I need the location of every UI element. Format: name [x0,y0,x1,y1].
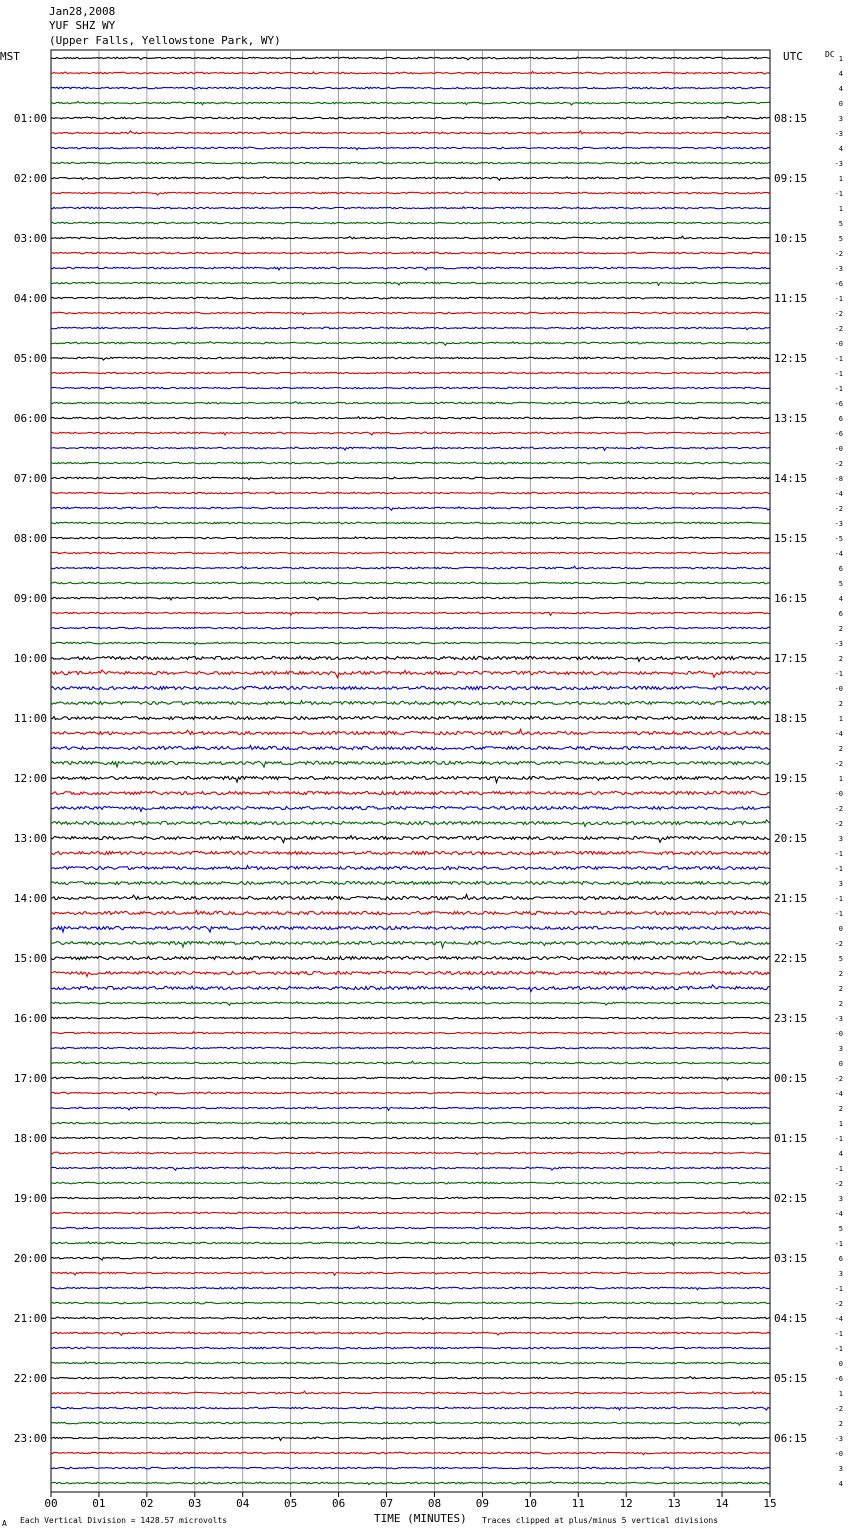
dc-offset-label: -3 [834,265,843,273]
seismic-trace [51,222,770,224]
dc-offset-label: 4 [838,85,843,93]
dc-offset-label: -2 [834,310,843,318]
seismic-trace [51,102,770,106]
seismic-trace [51,656,770,661]
dc-offset-label: -1 [834,355,843,363]
dc-offset-label: -2 [834,250,843,258]
dc-offset-label: -1 [834,295,843,303]
scale-note: Each Vertical Division = 1428.57 microvolts [20,1516,228,1525]
seismic-trace [51,1452,770,1455]
seismic-trace [51,1107,770,1110]
seismic-trace [51,716,770,719]
seismic-trace [51,642,770,645]
seismic-trace [51,1137,770,1139]
seismic-trace [51,956,770,959]
seismic-trace [51,537,770,539]
dc-offset-label: 3 [838,880,843,888]
seismic-trace [51,1197,770,1199]
utc-hour-label: 17:15 [774,652,808,665]
seismic-trace [51,911,770,915]
seismic-trace [51,1272,770,1275]
x-tick-label: 07 [379,1497,394,1510]
seismic-trace [51,1407,770,1410]
utc-hour-label: 04:15 [774,1312,808,1325]
dc-offset-label: 3 [838,1195,843,1203]
seismic-trace [51,327,770,330]
seismic-trace [51,1422,770,1425]
dc-offset-label: 3 [838,115,843,123]
dc-offset-label: 1 [838,775,843,783]
dc-offset-label: -1 [834,910,843,918]
dc-offset-label: 0 [838,1060,843,1068]
dc-offset-label: -4 [834,1210,843,1218]
dc-offset-label: -2 [834,1075,843,1083]
dc-offset-label: -2 [834,820,843,828]
dc-offset-label: 3 [838,1465,843,1473]
seismic-trace [51,1212,770,1214]
dc-offset-label: 1 [838,1390,843,1398]
seismic-trace [51,971,770,976]
seismic-trace [51,1302,770,1304]
seismic-trace [51,701,770,705]
dc-offset-label: 6 [838,415,843,423]
utc-hour-label: 06:15 [774,1432,808,1445]
seismic-trace [51,297,770,299]
utc-hour-label: 22:15 [774,952,808,965]
dc-offset-label: -1 [834,1240,843,1248]
dc-offset-label: -8 [834,475,843,483]
dc-offset-label: -3 [834,520,843,528]
utc-hour-label: 09:15 [774,172,808,185]
dc-offset-label: -1 [834,370,843,378]
dc-offset-label: -0 [834,1450,843,1458]
seismic-trace [51,597,770,600]
utc-hour-label: 13:15 [774,412,808,425]
seismic-trace [51,1482,770,1485]
chart-station: YUF SHZ WY [49,19,116,32]
dc-offset-label: -3 [834,1435,843,1443]
dc-offset-label: -1 [834,1135,843,1143]
seismic-trace [51,776,770,782]
seismic-trace [51,1437,770,1440]
utc-hour-label: 01:15 [774,1132,808,1145]
utc-hour-label: 14:15 [774,472,808,485]
utc-hour-label: 08:15 [774,112,808,125]
mst-hour-label: 14:00 [13,892,47,905]
mst-hour-label: 17:00 [13,1072,47,1085]
seismic-trace [51,1257,770,1260]
seismic-trace [51,1332,770,1336]
utc-hour-label: 12:15 [774,352,808,365]
mst-hour-label: 11:00 [13,712,47,725]
seismic-trace [51,582,770,584]
dc-offset-label: -0 [834,340,843,348]
seismic-trace [51,1347,770,1349]
seismic-trace [51,894,770,899]
corner-mark: A [2,1519,7,1528]
mst-hour-label: 13:00 [13,832,47,845]
chart-location: (Upper Falls, Yellowstone Park, WY) [49,34,281,47]
mst-hour-label: 19:00 [13,1192,47,1205]
dc-offset-label: -1 [834,1285,843,1293]
seismic-trace [51,87,770,89]
x-tick-label: 01 [92,1497,106,1510]
dc-offset-label: -1 [834,865,843,873]
dc-offset-label: 1 [838,205,843,213]
utc-hour-label: 19:15 [774,772,808,785]
dc-offset-label: -4 [834,1315,843,1323]
seismic-trace [51,522,770,524]
dc-offset-label: -2 [834,325,843,333]
x-tick-label: 12 [619,1497,633,1510]
seismic-trace [51,836,770,843]
x-tick-label: 11 [571,1497,585,1510]
dc-offset-label: -1 [834,895,843,903]
seismic-trace [51,941,770,947]
seismic-trace [51,686,770,689]
dc-offset-label: 2 [838,625,843,633]
dc-offset-label: 2 [838,745,843,753]
dc-offset-label: 3 [838,1270,843,1278]
dc-offset-label: 5 [838,955,843,963]
seismic-trace [51,71,770,73]
x-tick-label: 08 [427,1497,442,1510]
seismic-trace [51,492,770,495]
dc-offset-label: 5 [838,235,843,243]
dc-offset-label: -1 [834,1165,843,1173]
seismic-trace [51,432,770,435]
seismic-trace [51,147,770,150]
utc-hour-label: 10:15 [774,232,808,245]
dc-offset-label: 5 [838,580,843,588]
mst-hour-label: 07:00 [13,472,47,485]
dc-offset-label: 2 [838,970,843,978]
dc-offset-label: 6 [838,1255,843,1263]
seismic-trace [51,1287,770,1290]
utc-hour-label: 15:15 [774,532,808,545]
dc-offset-label: -1 [834,1345,843,1353]
seismic-trace [51,372,770,374]
dc-offset-label: 0 [838,1360,843,1368]
dc-offset-label: -2 [834,805,843,813]
seismic-trace [51,729,770,734]
x-tick-label: 05 [284,1497,298,1510]
dc-offset-label: 3 [838,1045,843,1053]
seismic-trace [51,1467,770,1469]
seismic-trace [51,820,770,827]
dc-offset-label: 4 [838,1480,843,1488]
seismic-trace [51,926,770,932]
seismic-trace [51,1377,770,1379]
dc-offset-label: 1 [838,55,843,63]
dc-offset-label: 2 [838,1105,843,1113]
seismic-trace [51,1077,770,1080]
utc-hour-label: 20:15 [774,832,808,845]
seismic-trace [51,401,770,404]
dc-offset-label: -0 [834,1030,843,1038]
mst-hour-label: 10:00 [13,652,47,665]
mst-hour-label: 15:00 [13,952,47,965]
seismic-trace [51,462,770,464]
utc-hour-label: 11:15 [774,292,808,305]
dc-offset-label: 2 [838,1420,843,1428]
seismic-trace [51,116,770,119]
plot-frame [51,50,770,1492]
seismic-trace [51,477,770,480]
seismic-trace [51,566,770,569]
dc-offset-label: -4 [834,550,843,558]
dc-offset-label: -2 [834,460,843,468]
seismic-trace [51,1047,770,1049]
dc-offset-label: -1 [834,385,843,393]
dc-offset-label: 4 [838,1150,843,1158]
dc-offset-label: -4 [834,1090,843,1098]
dc-offset-label: -3 [834,130,843,138]
mst-hour-label: 20:00 [13,1252,47,1265]
utc-hour-label: 05:15 [774,1372,808,1385]
seismic-trace [51,1122,770,1125]
dc-offset-label: 3 [838,835,843,843]
dc-offset-label: 2 [838,700,843,708]
dc-offset-label: -0 [834,790,843,798]
utc-hour-label: 16:15 [774,592,808,605]
seismic-trace [51,866,770,870]
mst-hour-label: 02:00 [13,172,47,185]
dc-offset-label: -2 [834,505,843,513]
mst-hour-label: 16:00 [13,1012,47,1025]
seismic-trace [51,192,770,195]
dc-offset-label: -5 [834,535,843,543]
seismic-trace [51,985,770,992]
seismic-trace [51,1362,770,1364]
dc-offset-label: 0 [838,925,843,933]
seismic-trace [51,746,770,750]
dc-offset-label: -3 [834,640,843,648]
utc-hour-label: 02:15 [774,1192,808,1205]
seismic-trace [51,806,770,811]
x-tick-label: 09 [475,1497,490,1510]
dc-offset-label: 5 [838,1225,843,1233]
seismic-trace [51,1242,770,1245]
seismic-trace [51,252,770,254]
x-tick-label: 14 [715,1497,729,1510]
x-tick-label: 06 [331,1497,346,1510]
seismic-trace [51,282,770,285]
dc-offset-label: 6 [838,610,843,618]
seismic-trace [51,1002,770,1006]
seismic-trace [51,1032,770,1034]
x-tick-label: 13 [667,1497,681,1510]
seismic-trace [51,1391,770,1394]
dc-offset-label: -1 [834,850,843,858]
dc-offset-label: -3 [834,160,843,168]
seismic-trace [51,881,770,884]
seismic-trace [51,417,770,419]
dc-offset-label: 2 [838,985,843,993]
seismic-trace [51,552,770,554]
dc-offset-label: 2 [838,1000,843,1008]
clip-note: Traces clipped at plus/minus 5 vertical divisions [482,1516,719,1525]
mst-hour-label: 18:00 [13,1132,47,1145]
chart-date: Jan28,2008 [49,5,116,18]
dc-offset-label: -2 [834,1405,843,1413]
dc-offset-label: 1 [838,1120,843,1128]
seismic-trace [51,207,770,209]
seismic-trace [51,851,770,854]
mst-hour-label: 08:00 [13,532,47,545]
utc-hour-label: 21:15 [774,892,808,905]
mst-hour-label: 09:00 [13,592,47,605]
mst-hour-label: 01:00 [13,112,47,125]
x-tick-label: 15 [763,1497,777,1510]
dc-offset-label: -6 [834,400,843,408]
left-axis-timezone: MST [0,50,20,63]
seismic-trace [51,1182,770,1184]
mst-hour-label: 23:00 [13,1432,47,1445]
dc-offset-label: -6 [834,430,843,438]
seismic-trace [51,1317,770,1320]
dc-offset-label: -2 [834,1180,843,1188]
dc-offset-label: -2 [834,940,843,948]
x-tick-label: 10 [523,1497,537,1510]
seismic-trace [51,791,770,794]
utc-hour-label: 18:15 [774,712,808,725]
x-tick-label: 02 [140,1497,154,1510]
dc-offset-label: 1 [838,715,843,723]
right-axis-timezone: UTC [783,50,803,63]
seismic-trace [51,627,770,629]
utc-hour-label: 00:15 [774,1072,808,1085]
mst-hour-label: 03:00 [13,232,47,245]
x-tick-label: 04 [236,1497,250,1510]
seismic-trace [51,1061,770,1064]
seismic-trace [51,1092,770,1095]
dc-offset-label: -3 [834,1015,843,1023]
dc-offset-label: 0 [838,100,843,108]
seismic-trace [51,1167,770,1171]
seismic-trace [51,162,770,164]
dc-offset-label: 4 [838,70,843,78]
seismic-trace [51,312,770,315]
dc-offset-label: -1 [834,670,843,678]
dc-offset-label: 4 [838,145,843,153]
x-tick-label: 03 [188,1497,202,1510]
dc-offset-label: -1 [834,1330,843,1338]
dc-offset-label: -6 [834,280,843,288]
mst-hour-label: 21:00 [13,1312,47,1325]
mst-hour-label: 06:00 [13,412,47,425]
seismic-trace [51,236,770,239]
seismic-trace [51,1017,770,1019]
x-tick-label: 00 [44,1497,58,1510]
seismic-trace [51,670,770,678]
dc-offset-label: 4 [838,595,843,603]
seismic-trace [51,267,770,270]
seismic-trace [51,612,770,615]
dc-offset-label: -1 [834,190,843,198]
dc-offset-label: 2 [838,655,843,663]
dc-offset-label: 5 [838,220,843,228]
mst-hour-label: 05:00 [13,352,47,365]
seismic-trace [51,1226,770,1229]
dc-header: DC [825,50,835,59]
x-axis-label: TIME (MINUTES) [374,1512,467,1525]
seismic-trace [51,1152,770,1155]
mst-hour-label: 22:00 [13,1372,47,1385]
seismic-trace [51,177,770,181]
dc-offset-label: 1 [838,175,843,183]
dc-offset-label: 6 [838,565,843,573]
dc-offset-label: -0 [834,445,843,453]
seismic-trace [51,131,770,134]
seismic-trace [51,357,770,360]
utc-hour-label: 23:15 [774,1012,808,1025]
dc-offset-label: -2 [834,760,843,768]
mst-hour-label: 04:00 [13,292,47,305]
seismic-trace [51,507,770,511]
mst-hour-label: 12:00 [13,772,47,785]
dc-offset-label: -6 [834,1375,843,1383]
dc-offset-label: -4 [834,730,843,738]
dc-offset-label: -0 [834,685,843,693]
seismic-trace [51,342,770,346]
seismic-trace [51,387,770,389]
seismic-trace [51,447,770,450]
seismic-trace [51,57,770,60]
dc-offset-label: -2 [834,1300,843,1308]
dc-offset-label: -4 [834,490,843,498]
seismic-trace [51,761,770,767]
utc-hour-label: 03:15 [774,1252,808,1265]
